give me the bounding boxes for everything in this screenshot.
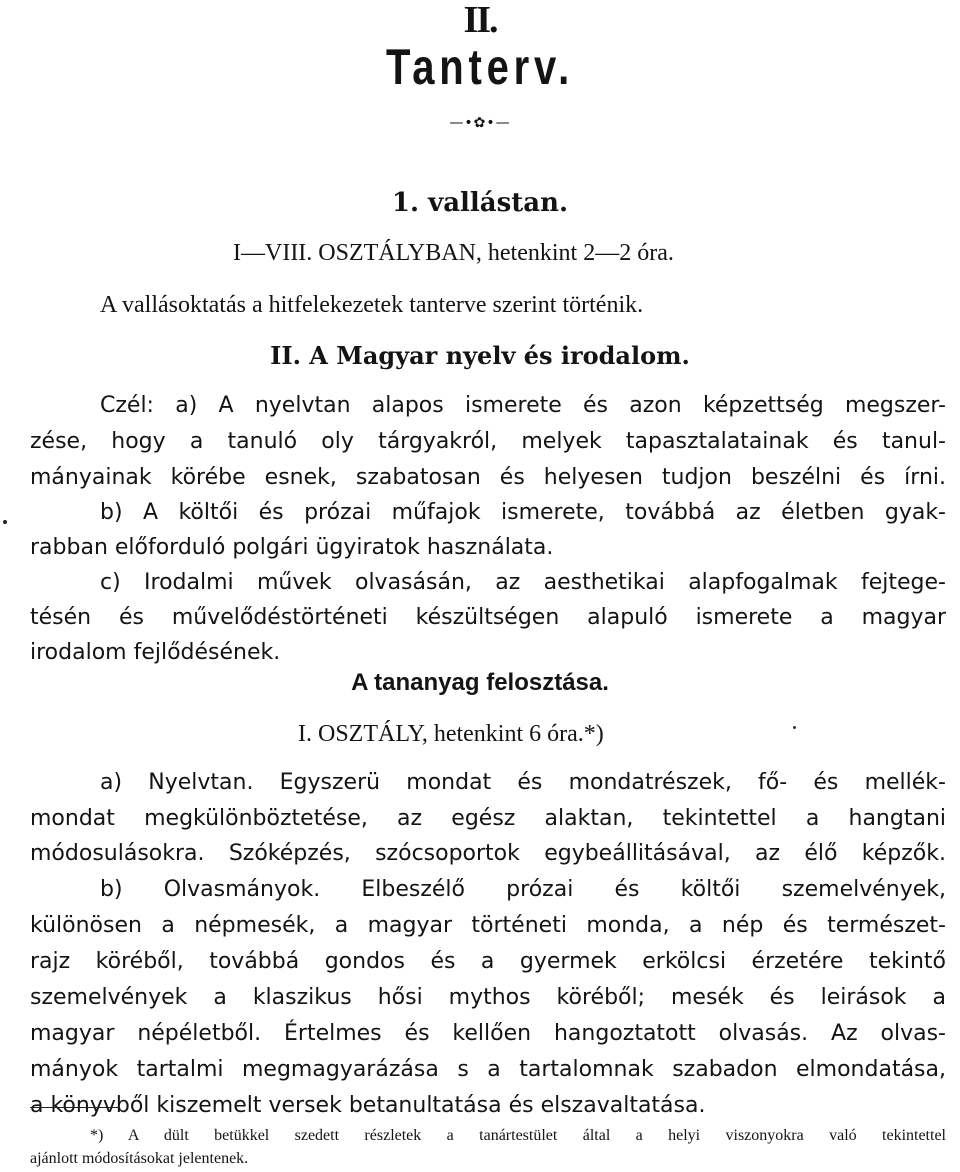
body-line: rajz köréből, továbbá gondos és a gyermek erkölcsi érzetére tekintő	[30, 949, 946, 974]
body-line: módosulásokra. Szóképzés, szócsoportok egybeállitásával, az élő képzők.	[30, 841, 946, 866]
aim-line: tésén és művelődéstörténeti készültségen alapuló ismerete a magyar	[30, 605, 946, 630]
aim-line: mányainak körébe esnek, szabatosan és helyesen tudjon beszélni és írni.	[30, 465, 946, 490]
section-1-note: A vallásoktatás a hitfelekezetek tanterve szerint történik.	[100, 292, 644, 318]
aim-line: rabban előforduló polgári ügyiratok használata.	[30, 535, 554, 560]
aim-line: b) A költői és prózai műfajok ismerete, továbbá az életben gyak-	[100, 500, 946, 525]
stray-dot	[793, 726, 796, 729]
footnote-line: ajánlott módosításokat jelentenek.	[30, 1150, 249, 1167]
body-line: szemelvények a klaszikus hősi mythos köréből; mesék és leirások a	[30, 985, 946, 1010]
page-title: Tanterv.	[385, 39, 575, 95]
footnote-rule	[30, 1107, 120, 1108]
section-1-hours: I—VIII. OSZTÁLYBAN, hetenkint 2—2 óra.	[233, 240, 674, 266]
margin-dot	[3, 520, 7, 524]
class-hours-line: I. OSZTÁLY, hetenkint 6 óra.*)	[298, 721, 604, 747]
body-line: a) Nyelvtan. Egyszerü mondat és mondatrészek, fő- és mellék-	[100, 770, 946, 795]
body-line: különösen a népmesék, a magyar történeti monda, a nép és természet-	[30, 913, 946, 938]
ornament-divider: —•✿•—	[449, 115, 511, 131]
aim-line: zése, hogy a tanuló oly tárgyakról, melyek tapasztalatainak és tanul-	[30, 429, 946, 454]
body-line: mondat megkülönböztetése, az egész alaktan, tekintettel a hangtani	[30, 806, 946, 831]
body-line: mányok tartalmi megmagyarázása s a tartalomnak szabadon elmondatása,	[30, 1057, 946, 1082]
aim-line: irodalom fejlődésének.	[30, 640, 281, 665]
aim-line: c) Irodalmi művek olvasásán, az aesthetikai alapfogalmak fejtege-	[100, 570, 946, 595]
body-line: a könyvből kiszemelt versek betanultatása és elszavaltatása.	[30, 1093, 706, 1118]
distribution-heading: A tananyag felosztása.	[351, 669, 609, 696]
aim-line: Czél: a) A nyelvtan alapos ismerete és azon képzettség megszer-	[100, 393, 946, 418]
body-line: b) Olvasmányok. Elbeszélő prózai és költői szemelvények,	[100, 877, 946, 902]
section-2-title: II. A Magyar nyelv és irodalom.	[270, 341, 690, 370]
section-numeral: II.	[463, 0, 497, 41]
section-1-title: 1. vallástan.	[391, 188, 569, 218]
body-line: magyar népéletből. Értelmes és kellően hangoztatott olvasás. Az olvas-	[30, 1021, 946, 1046]
footnote-line: *) A dült betükkel szedett részletek a tanártestület által a helyi viszonyokra való tekintettel	[90, 1127, 946, 1144]
